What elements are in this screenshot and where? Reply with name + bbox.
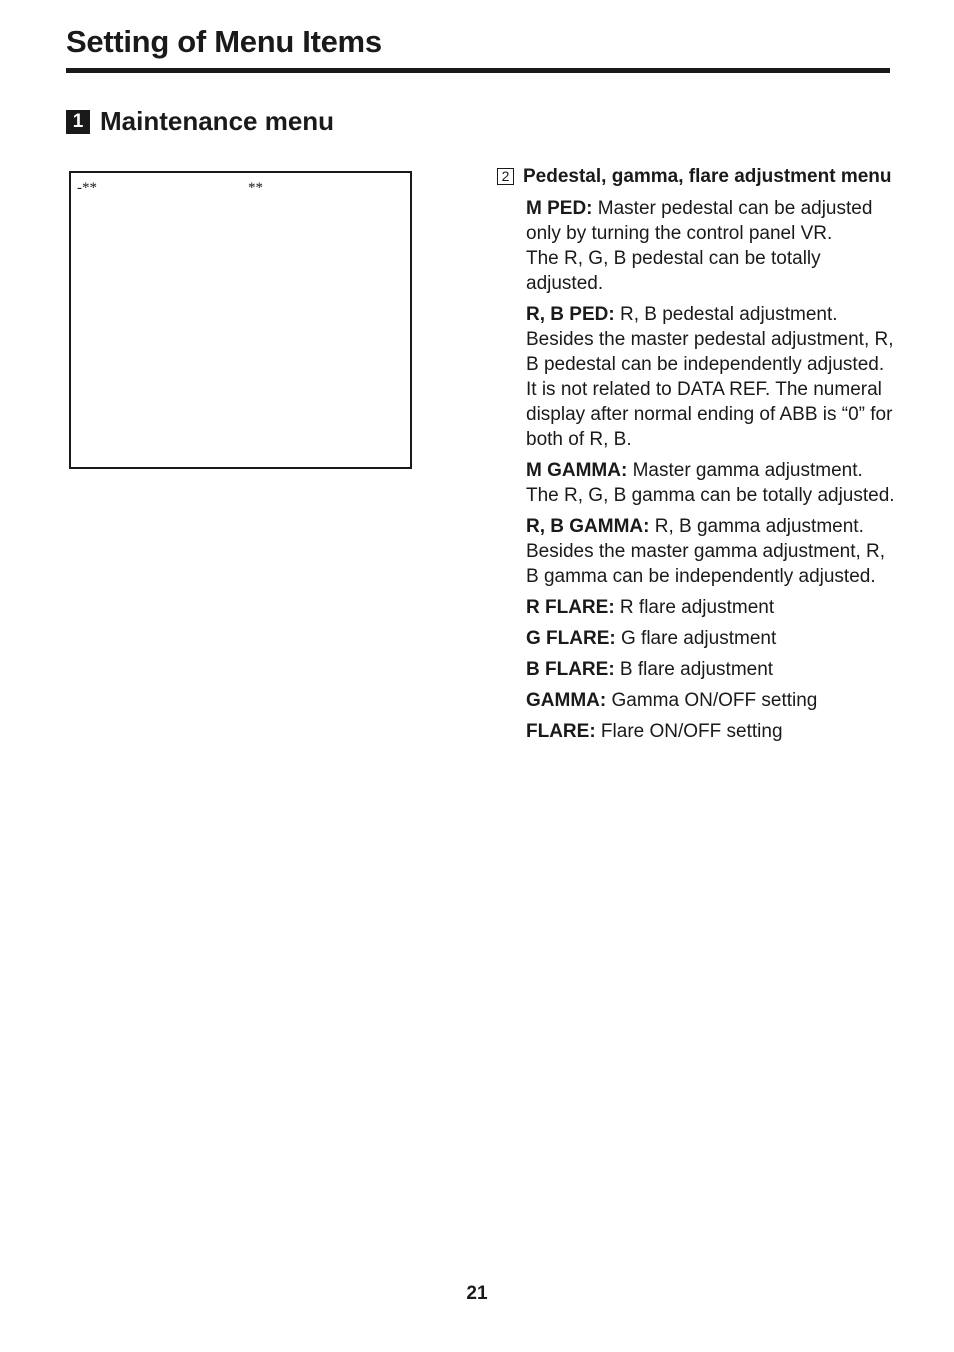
menu-screen-left-text: -**: [77, 180, 97, 196]
item-list: [526, 196, 897, 744]
item-m-gamma: [526, 458, 897, 508]
item-term: FLARE:: [526, 721, 596, 742]
item-b-flare: [526, 657, 897, 682]
subsection-title: Pedestal, gamma, flare adjustment menu: [523, 166, 892, 187]
item-rb-gamma: [526, 514, 897, 589]
item-term: B FLARE:: [526, 659, 615, 680]
item-term: R, B PED:: [526, 304, 615, 325]
item-term: R, B GAMMA:: [526, 516, 650, 537]
item-term: R FLARE:: [526, 597, 615, 618]
section-number-badge: 1: [66, 110, 90, 134]
item-flare: [526, 719, 897, 744]
item-description: R, B pedestal adjustment. Besides the master pedestal adjustment, R, B pedestal can be independently adjusted. It is not related to DATA REF. The numeral display after normal ending of ABB is “0” for both of R, B.: [526, 304, 894, 450]
item-g-flare: [526, 626, 897, 651]
item-rb-ped: [526, 302, 897, 452]
menu-screen-right-text: **: [248, 180, 263, 196]
page-number: 21: [466, 1283, 488, 1304]
item-description: Flare ON/OFF setting: [595, 721, 783, 742]
item-m-ped: [526, 196, 897, 296]
item-description: Master gamma adjustment. The R, G, B gamma can be totally adjusted.: [526, 460, 895, 506]
item-r-flare: [526, 595, 897, 620]
item-description: Gamma ON/OFF setting: [606, 690, 818, 711]
item-description: Master pedestal can be adjusted only by turning the control panel VR.: [526, 198, 873, 244]
item-description-continued: The R, G, B pedestal can be totally adjusted.: [526, 248, 821, 294]
page-title: Setting of Menu Items: [66, 24, 382, 59]
item-term: G FLARE:: [526, 628, 616, 649]
item-description: R, B gamma adjustment. Besides the master gamma adjustment, R, B gamma can be independently adjusted.: [526, 516, 886, 587]
subsection-heading: [497, 164, 897, 189]
menu-screen-display: [69, 171, 412, 469]
item-description: B flare adjustment: [614, 659, 774, 680]
subsection: [497, 164, 897, 750]
section-heading: [66, 106, 334, 137]
subsection-number-badge: 2: [497, 168, 514, 185]
item-term: M PED:: [526, 198, 593, 219]
item-description: G flare adjustment: [615, 628, 777, 649]
section-title: Maintenance menu: [100, 106, 335, 136]
item-gamma: [526, 688, 897, 713]
item-term: M GAMMA:: [526, 460, 628, 481]
item-term: GAMMA:: [526, 690, 607, 711]
title-rule: [66, 68, 890, 73]
item-description: R flare adjustment: [614, 597, 775, 618]
